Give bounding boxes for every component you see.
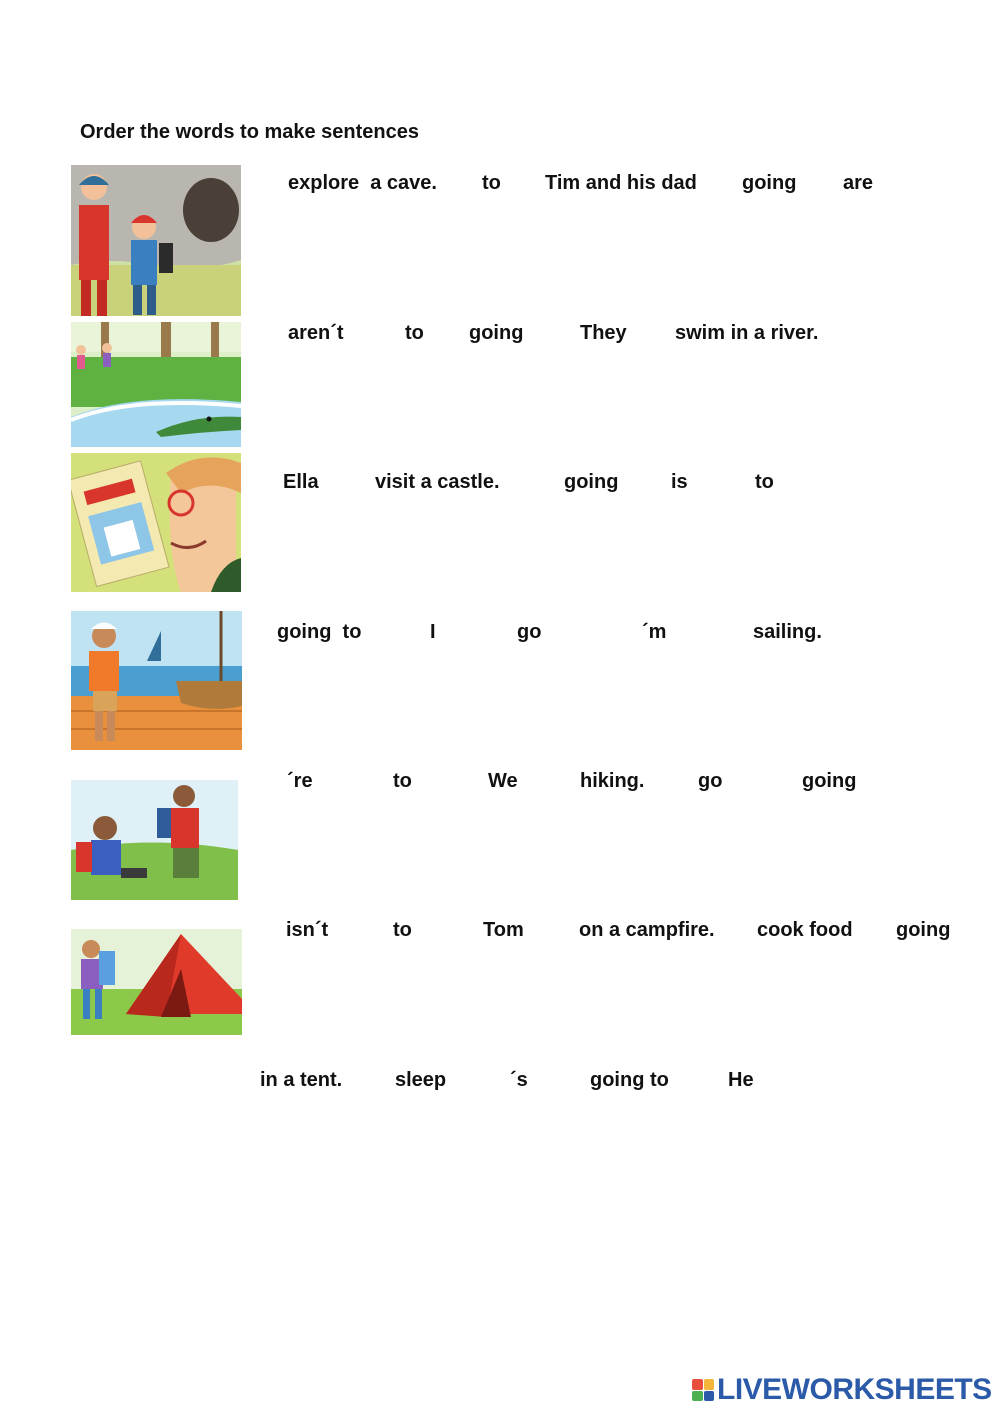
word-chip[interactable]: sailing. [753,621,822,643]
sailing-picture [71,611,242,750]
castle-leaflet-picture [71,453,241,592]
word-chip[interactable]: going [742,172,797,194]
word-chip[interactable]: go [517,621,542,643]
word-chip[interactable]: swim in a river. [675,322,819,344]
word-chip[interactable]: aren´t [288,322,344,344]
liveworksheets-logo-text: LIVEWORKSHEETS [717,1373,992,1406]
word-chip[interactable]: is [671,471,688,493]
word-chip[interactable]: to [405,322,424,344]
word-chip[interactable]: ´s [510,1069,528,1091]
word-chip[interactable]: going to [277,621,362,643]
word-chip[interactable]: explore a cave. [288,172,437,194]
word-chip[interactable]: to [755,471,774,493]
word-chip[interactable]: hiking. [580,770,645,792]
worksheet-title: Order the words to make sentences [80,121,420,143]
word-chip[interactable]: to [393,919,412,941]
word-chip[interactable]: Tim and his dad [545,172,697,194]
word-chip[interactable]: isn´t [286,919,329,941]
word-chip[interactable]: going to [590,1069,669,1091]
hiking-picture [71,780,238,900]
word-chip[interactable]: go [698,770,723,792]
word-chip[interactable]: going [896,919,951,941]
word-chip[interactable]: I [430,621,436,643]
word-chip[interactable]: cook food [757,919,853,941]
word-chip[interactable]: ´re [287,770,313,792]
word-chip[interactable]: to [393,770,412,792]
word-chip[interactable]: visit a castle. [375,471,500,493]
word-chip[interactable]: in a tent. [260,1069,343,1091]
word-chip[interactable]: Tom [483,919,524,941]
liveworksheets-logo[interactable] [692,1372,992,1408]
liveworksheets-logo-icon [692,1379,714,1401]
word-chip[interactable]: going [469,322,524,344]
word-chip[interactable]: He [728,1069,754,1091]
word-chip[interactable]: ´m [642,621,667,643]
word-chip[interactable]: They [580,322,627,344]
river-crocodile-picture [71,322,241,447]
word-chip[interactable]: Ella [283,471,319,493]
word-chip[interactable]: going [802,770,857,792]
word-chip[interactable]: We [488,770,518,792]
tent-picture [71,929,242,1035]
cave-explorers-picture [71,165,241,316]
word-chip[interactable]: sleep [395,1069,447,1091]
word-chip[interactable]: to [482,172,501,194]
word-chip[interactable]: are [843,172,874,194]
word-chip[interactable]: going [564,471,619,493]
word-chip[interactable]: on a campfire. [579,919,715,941]
